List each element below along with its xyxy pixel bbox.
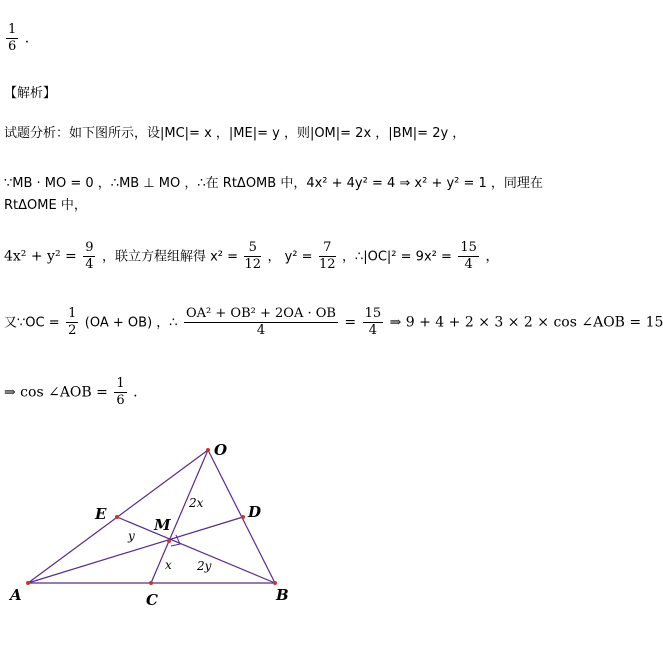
frac-num: 9: [85, 240, 94, 255]
frac-den: 6: [116, 393, 125, 408]
frac-den: 12: [244, 257, 261, 272]
label-B: B: [276, 586, 289, 604]
point-A: [26, 581, 30, 585]
point-B: [273, 581, 277, 585]
eq5-end: .: [133, 384, 138, 401]
frac-num: 1: [116, 376, 125, 391]
label-M: M: [154, 516, 171, 534]
label-C: C: [146, 591, 158, 609]
analysis-line-2a: ∵MB · MO = 0 ，∴MB ⊥ MO ，∴在 RtΔOMB 中，4x² + 4y² = 4 ⇒ x² + y² = 1 ，同理在: [4, 176, 543, 191]
analysis-line-2b: RtΔOME 中，: [4, 198, 87, 213]
eq4-equals: =: [344, 314, 357, 331]
frac-den: 4: [85, 257, 94, 272]
answer-denominator: 6: [8, 39, 17, 54]
eq4-mid: (OA + OB) ，∴: [84, 315, 178, 331]
eq3-mid3: ，∴|OC|² = 9x² =: [341, 249, 452, 265]
label-y: y: [128, 529, 135, 543]
eq4-end: ⇒ 9 + 4 + 2 × 3 × 2 × cos ∠AOB = 15: [389, 314, 663, 331]
frac-den: 4: [256, 323, 266, 338]
label-O: O: [214, 441, 228, 459]
frac-den: 4: [464, 257, 473, 272]
label-2x: 2x: [189, 496, 204, 510]
point-D: [241, 515, 245, 519]
point-M: [167, 539, 171, 543]
point-E: [115, 515, 119, 519]
eq4-pre: 又∵OC =: [4, 315, 60, 331]
frac-num: 7: [319, 240, 336, 257]
frac-den: 4: [368, 323, 377, 338]
frac-num: 15: [460, 240, 477, 255]
eq3-lhs: 4x² + y² =: [4, 248, 77, 265]
label-D: D: [248, 503, 262, 521]
label-2y: 2y: [197, 559, 212, 573]
frac-den: 12: [318, 257, 336, 272]
frac-num: 1: [68, 306, 77, 321]
eq5-pre: ⇒ cos ∠AOB =: [4, 384, 108, 401]
segment-EB: [117, 517, 275, 583]
answer-numerator: 1: [8, 22, 17, 37]
eq3-mid2: ， y² =: [267, 249, 313, 265]
answer-period: .: [24, 30, 30, 47]
frac-num: OA² + OB² + 2OA · OB: [186, 306, 336, 321]
frac-den: 2: [68, 323, 77, 338]
section-header: 【解析】: [4, 86, 57, 101]
frac-num: 5: [244, 240, 261, 257]
label-A: A: [10, 586, 22, 604]
analysis-line-1: 试题分析：如下图所示，设|MC|= x ，|ME|= y ，则|OM|= 2x ，|BM|= 2y ，: [4, 126, 466, 141]
label-E: E: [95, 505, 107, 523]
frac-num: 15: [364, 306, 382, 321]
label-x: x: [165, 558, 172, 572]
point-C: [149, 581, 153, 585]
eq3-end: ，: [485, 248, 500, 265]
point-O: [206, 448, 210, 452]
eq3-mid1: ，联立方程组解得 x² =: [101, 249, 238, 265]
segment-AD: [28, 517, 243, 583]
